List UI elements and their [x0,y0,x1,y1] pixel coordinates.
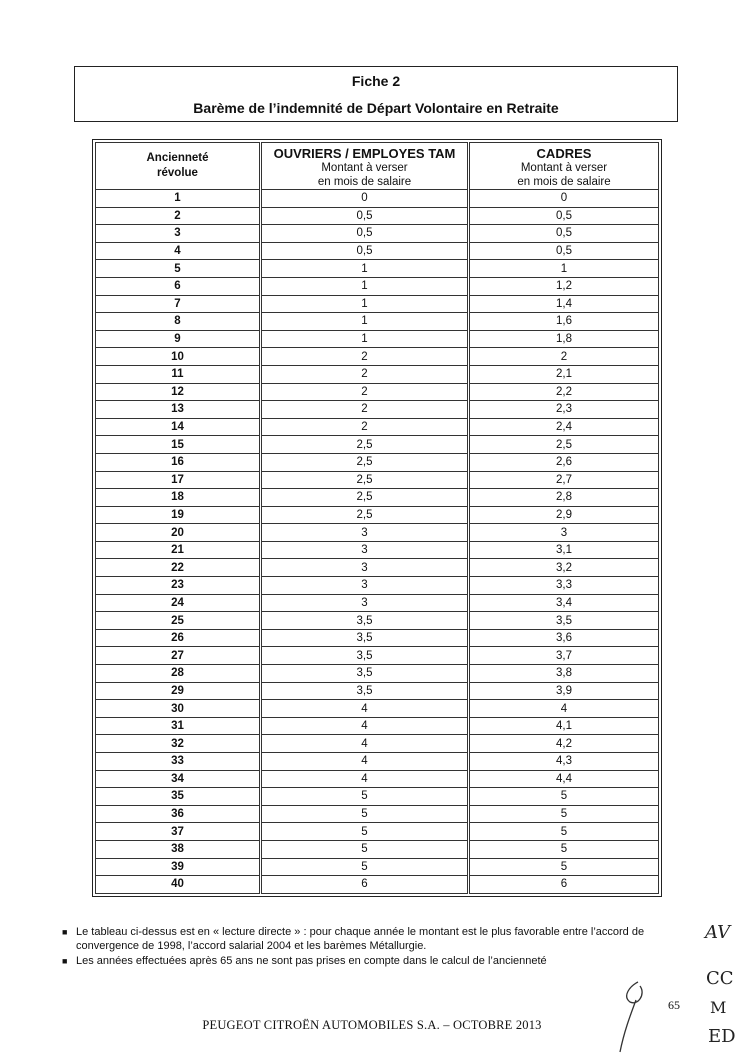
cadres-value-cell: 4,3 [470,753,659,771]
indemnity-table [92,139,662,897]
cadres-value-cell: 0,5 [470,207,659,225]
ouvriers-value-cell: 0,5 [262,207,468,225]
table-row [96,365,659,383]
anciennete-cell: 29 [96,682,260,700]
anciennete-cell: 12 [96,383,260,401]
cadres-value-cell: 2,9 [470,506,659,524]
cadres-value-cell: 1,4 [470,295,659,313]
note-item: ■ Le tableau ci-dessus est en « lecture directe » : pour chaque année le montant est le plus favorable entre l’accord de convergence de 1998, l’accord salarial 2004 et les barèmes Métallurgie. [62,926,645,952]
ouvriers-value-cell: 2 [262,401,468,419]
ouvriers-value-cell: 2,5 [262,453,468,471]
ouvriers-value-cell: 0 [262,190,468,208]
anciennete-cell: 36 [96,805,260,823]
table-row [96,489,659,507]
bullet-icon: ■ [62,927,68,937]
footer-text: PEUGEOT CITROËN AUTOMOBILES S.A. – OCTOBRE 2013 [202,1018,542,1032]
ouvriers-value-cell: 5 [262,858,468,876]
cadres-value-cell: 2,3 [470,401,659,419]
table-row [96,876,659,894]
anciennete-cell: 40 [96,876,260,894]
cadres-value-cell: 2,6 [470,453,659,471]
anciennete-cell: 33 [96,753,260,771]
cadres-value-cell: 1,2 [470,277,659,295]
anciennete-cell: 24 [96,594,260,612]
cadres-value-cell: 5 [470,788,659,806]
cadres-value-cell: 2,7 [470,471,659,489]
ouvriers-value-cell: 1 [262,260,468,278]
cadres-value-cell: 3,6 [470,629,659,647]
anciennete-cell: 8 [96,313,260,331]
ouvriers-value-cell: 1 [262,313,468,331]
ouvriers-value-cell: 2,5 [262,436,468,454]
cadres-value-cell: 0,5 [470,242,659,260]
cadres-value-cell: 2,8 [470,489,659,507]
cadres-value-cell: 2,2 [470,383,659,401]
ouvriers-value-cell: 3 [262,577,468,595]
table-row [96,805,659,823]
anciennete-cell: 16 [96,453,260,471]
table-row [96,401,659,419]
table-row [96,594,659,612]
anciennete-cell: 31 [96,717,260,735]
table-row [96,295,659,313]
anciennete-cell: 22 [96,559,260,577]
table-row [96,858,659,876]
anciennete-cell: 15 [96,436,260,454]
table-row [96,330,659,348]
column-header-ouvriers: OUVRIERS / EMPLOYES TAM Montant à verser en mois de salaire [262,143,468,190]
table-row [96,242,659,260]
anciennete-cell: 7 [96,295,260,313]
ouvriers-value-cell: 4 [262,753,468,771]
ouvriers-value-cell: 3 [262,594,468,612]
table-row [96,453,659,471]
ouvriers-value-cell: 5 [262,823,468,841]
cadres-value-cell: 2 [470,348,659,366]
table-row [96,506,659,524]
ouvriers-value-cell: 5 [262,788,468,806]
ouvriers-value-cell: 3 [262,524,468,542]
table-row [96,700,659,718]
table-row [96,753,659,771]
table-row [96,788,659,806]
ouvriers-value-cell: 3,5 [262,665,468,683]
page-title: Fiche 2 [351,73,401,89]
anciennete-cell: 10 [96,348,260,366]
anciennete-cell: 3 [96,225,260,243]
page-subtitle: Barème de l’indemnité de Départ Volontaire en Retraite [193,100,559,116]
handwritten-initials-1: AV [705,922,731,943]
cadres-value-cell: 4,4 [470,770,659,788]
ouvriers-value-cell: 2,5 [262,489,468,507]
cadres-value-cell: 0 [470,190,659,208]
table-row [96,524,659,542]
table-row [96,436,659,454]
ouvriers-value-cell: 0,5 [262,225,468,243]
table-row [96,735,659,753]
anciennete-cell: 23 [96,577,260,595]
table-row [96,717,659,735]
anciennete-cell: 19 [96,506,260,524]
table-header-row [96,143,659,190]
anciennete-cell: 21 [96,541,260,559]
column-header-cadres: CADRES Montant à verser en mois de salaire [470,143,659,190]
bullet-icon: ■ [62,956,68,966]
cadres-value-cell: 3,7 [470,647,659,665]
ouvriers-value-cell: 2 [262,418,468,436]
cadres-value-cell: 3,8 [470,665,659,683]
ouvriers-value-cell: 5 [262,805,468,823]
note-item: ■ Les années effectuées après 65 ans ne sont pas prises en compte dans le calcul de l’ancienneté [62,955,547,967]
table-row [96,612,659,630]
table-row [96,823,659,841]
cadres-value-cell: 3,5 [470,612,659,630]
cadres-value-cell: 3 [470,524,659,542]
ouvriers-value-cell: 3,5 [262,629,468,647]
table-row [96,207,659,225]
ouvriers-value-cell: 3,5 [262,682,468,700]
anciennete-cell: 25 [96,612,260,630]
anciennete-cell: 39 [96,858,260,876]
table-row [96,577,659,595]
table-row [96,682,659,700]
ouvriers-value-cell: 1 [262,330,468,348]
table-row [96,418,659,436]
cadres-value-cell: 3,9 [470,682,659,700]
table-row [96,348,659,366]
anciennete-cell: 34 [96,770,260,788]
ouvriers-value-cell: 1 [262,295,468,313]
table-row [96,541,659,559]
ouvriers-value-cell: 2 [262,365,468,383]
table-row [96,260,659,278]
cadres-value-cell: 3,2 [470,559,659,577]
anciennete-cell: 14 [96,418,260,436]
anciennete-cell: 1 [96,190,260,208]
anciennete-cell: 38 [96,840,260,858]
table-row [96,190,659,208]
cadres-value-cell: 3,3 [470,577,659,595]
ouvriers-value-cell: 2 [262,348,468,366]
anciennete-cell: 28 [96,665,260,683]
cadres-value-cell: 2,5 [470,436,659,454]
anciennete-cell: 27 [96,647,260,665]
table-row [96,225,659,243]
anciennete-cell: 13 [96,401,260,419]
cadres-value-cell: 5 [470,840,659,858]
ouvriers-value-cell: 4 [262,717,468,735]
notes-list [62,925,692,969]
table-row [96,629,659,647]
table-row [96,383,659,401]
column-header-anciennete: Ancienneté révolue [96,143,260,190]
ouvriers-value-cell: 4 [262,770,468,788]
ouvriers-value-cell: 5 [262,840,468,858]
cadres-value-cell: 1,8 [470,330,659,348]
signature-scribble-icon [600,972,670,1056]
cadres-value-cell: 0,5 [470,225,659,243]
anciennete-cell: 30 [96,700,260,718]
header-box [74,66,678,122]
cadres-value-cell: 3,4 [470,594,659,612]
cadres-value-cell: 5 [470,858,659,876]
anciennete-cell: 6 [96,277,260,295]
table-row [96,770,659,788]
anciennete-cell: 9 [96,330,260,348]
anciennete-cell: 17 [96,471,260,489]
cadres-value-cell: 2,1 [470,365,659,383]
cadres-value-cell: 5 [470,823,659,841]
anciennete-cell: 26 [96,629,260,647]
table-row [96,559,659,577]
table-row [96,471,659,489]
table-row [96,665,659,683]
cadres-value-cell: 5 [470,805,659,823]
ouvriers-value-cell: 3 [262,559,468,577]
cadres-value-cell: 1 [470,260,659,278]
table-body [96,190,659,894]
table-row [96,277,659,295]
table-row [96,313,659,331]
anciennete-cell: 20 [96,524,260,542]
cadres-value-cell: 1,6 [470,313,659,331]
ouvriers-value-cell: 2 [262,383,468,401]
anciennete-cell: 32 [96,735,260,753]
ouvriers-value-cell: 3,5 [262,612,468,630]
ouvriers-value-cell: 3,5 [262,647,468,665]
anciennete-cell: 4 [96,242,260,260]
table-row [96,647,659,665]
cadres-value-cell: 4,2 [470,735,659,753]
ouvriers-value-cell: 2,5 [262,506,468,524]
ouvriers-value-cell: 6 [262,876,468,894]
anciennete-cell: 2 [96,207,260,225]
anciennete-cell: 35 [96,788,260,806]
anciennete-cell: 37 [96,823,260,841]
cadres-value-cell: 6 [470,876,659,894]
ouvriers-value-cell: 4 [262,735,468,753]
cadres-value-cell: 2,4 [470,418,659,436]
ouvriers-value-cell: 2,5 [262,471,468,489]
handwritten-initials-4: ED [708,1026,736,1047]
anciennete-cell: 18 [96,489,260,507]
ouvriers-value-cell: 3 [262,541,468,559]
ouvriers-value-cell: 1 [262,277,468,295]
cadres-value-cell: 3,1 [470,541,659,559]
cadres-value-cell: 4,1 [470,717,659,735]
handwritten-initials-3: M [710,998,727,1017]
ouvriers-value-cell: 4 [262,700,468,718]
cadres-value-cell: 4 [470,700,659,718]
anciennete-cell: 5 [96,260,260,278]
handwritten-initials-2: CC [706,968,734,989]
page-number: 65 [668,998,680,1012]
ouvriers-value-cell: 0,5 [262,242,468,260]
table-row [96,840,659,858]
anciennete-cell: 11 [96,365,260,383]
